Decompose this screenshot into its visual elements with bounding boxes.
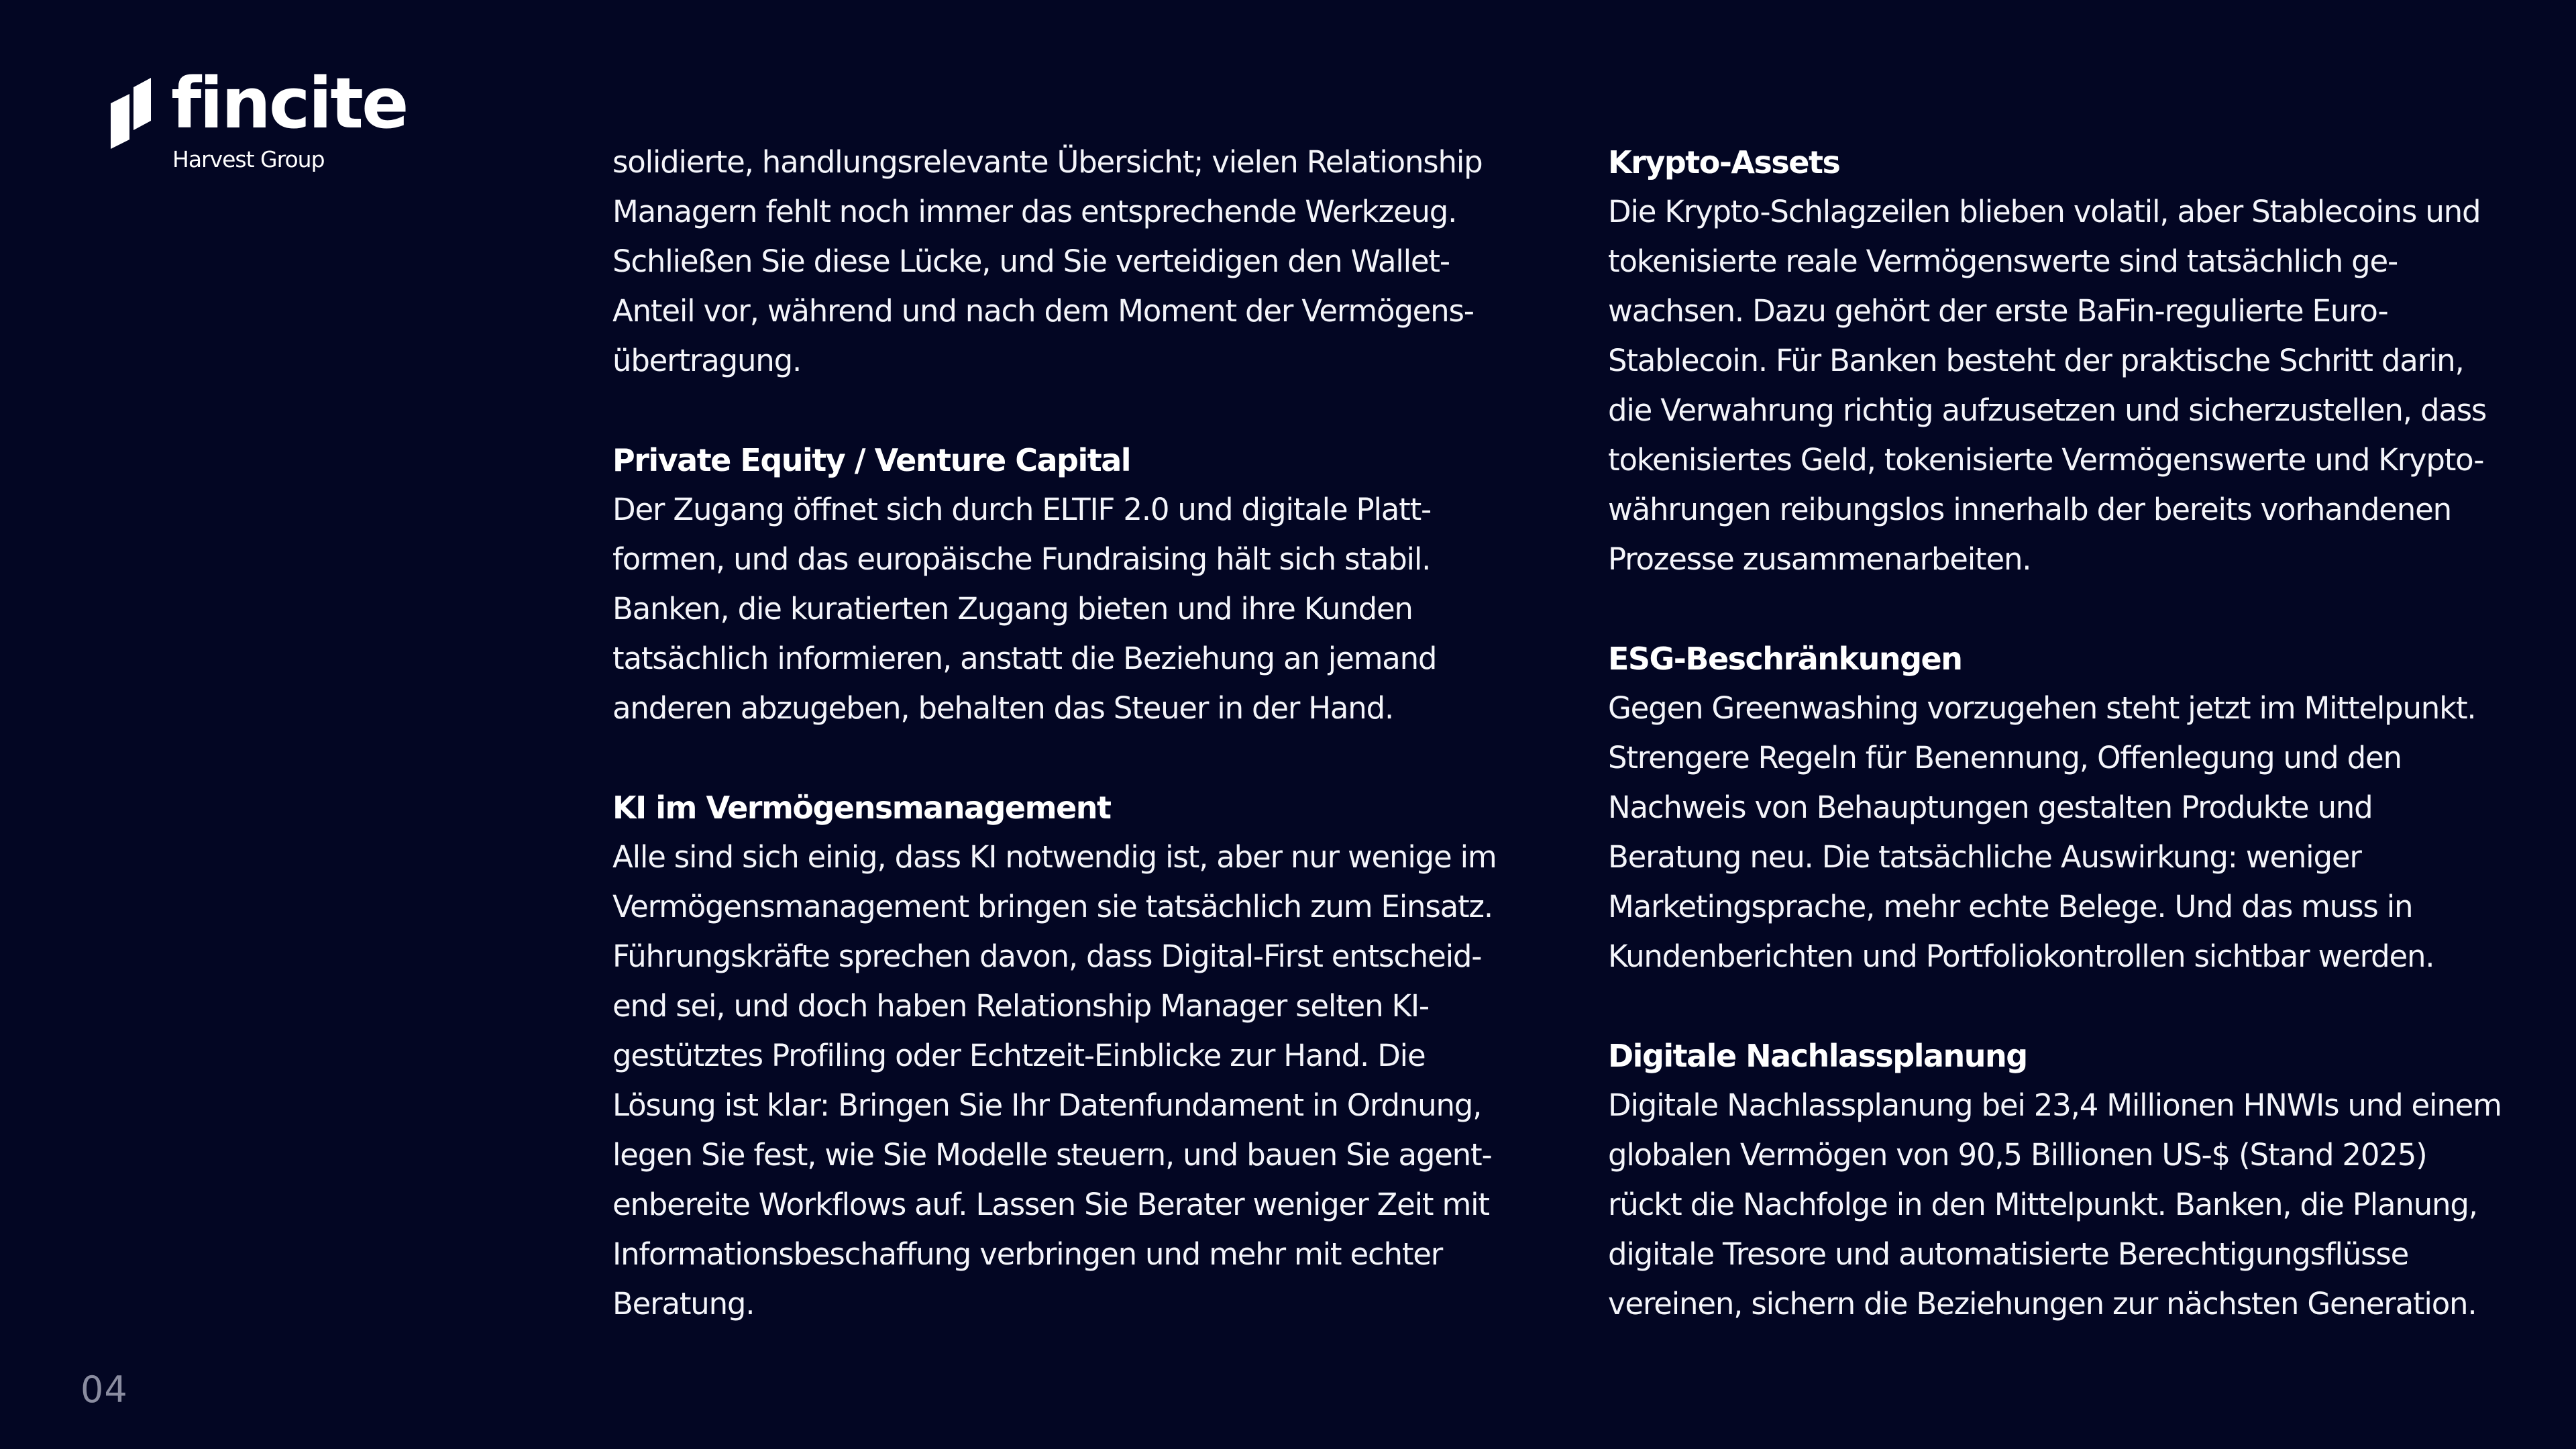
paragraph-line: Schließen Sie diese Lücke, und Sie verteidigen den Wallet- (612, 244, 1450, 279)
paragraph-line: Vermögensmanagement bringen sie tatsächlich zum Einsatz. (612, 889, 1493, 924)
paragraph-line: Stablecoin. Für Banken besteht der praktische Schritt darin, (1608, 343, 2464, 378)
page-number: 04 (80, 1368, 128, 1411)
logo-subtitle: Harvest Group (172, 146, 325, 172)
section-heading: ESG-Beschränkungen (1608, 641, 1962, 677)
section-private-equity (612, 435, 1552, 733)
section-spacer (612, 386, 1552, 435)
paragraph-line: Beratung neu. Die tatsächliche Auswirkung: weniger (1608, 839, 2361, 875)
intro-paragraph (612, 138, 1552, 386)
paragraph-line: Nachweis von Behauptungen gestalten Produkte und (1608, 790, 2373, 825)
section-heading: Krypto-Assets (1608, 144, 1840, 180)
paragraph-line: tokenisiertes Geld, tokenisierte Vermögenswerte und Krypto- (1608, 442, 2484, 478)
paragraph-line: solidierte, handlungsrelevante Übersicht; vielen Relationship (612, 144, 1483, 180)
paragraph-line: Digitale Nachlassplanung bei 23,4 Millionen HNWIs und einem (1608, 1087, 2502, 1123)
paragraph-line: Anteil vor, während und nach dem Moment der Vermögens- (612, 293, 1474, 329)
section-ki-vermoegensmanagement (612, 783, 1552, 1329)
right-column (1608, 138, 2547, 1329)
paragraph-line: Informationsbeschaffung verbringen und mehr mit echter (612, 1236, 1443, 1272)
paragraph-line: Prozesse zusammenarbeiten. (1608, 541, 2031, 577)
section-spacer (612, 733, 1552, 783)
paragraph-line: Beratung. (612, 1286, 755, 1322)
section-heading: Private Equity / Venture Capital (612, 442, 1131, 478)
paragraph-line: Alle sind sich einig, dass KI notwendig ist, aber nur wenige im (612, 839, 1497, 875)
section-digitale-nachlassplanung (1608, 1031, 2547, 1329)
paragraph-line: gestütztes Profiling oder Echtzeit-Einblicke zur Hand. Die (612, 1038, 1426, 1073)
section-spacer (1608, 981, 2547, 1031)
paragraph-line: enbereite Workflows auf. Lassen Sie Berater weniger Zeit mit (612, 1187, 1489, 1222)
brand-logo (111, 62, 407, 180)
paragraph-line: Marketingsprache, mehr echte Belege. Und das muss in (1608, 889, 2413, 924)
paragraph-line: globalen Vermögen von 90,5 Billionen US-$ (Stand 2025) (1608, 1137, 2427, 1173)
paragraph-line: Gegen Greenwashing vorzugehen steht jetzt im Mittelpunkt. (1608, 690, 2476, 726)
paragraph-line: Die Krypto-Schlagzeilen blieben volatil, aber Stablecoins und (1608, 194, 2481, 229)
paragraph-line: Banken, die kuratierten Zugang bieten und ihre Kunden (612, 591, 1413, 627)
paragraph-line: vereinen, sichern die Beziehungen zur nächsten Generation. (1608, 1286, 2477, 1322)
logo-wordmark: fincite (171, 62, 407, 144)
paragraph-line: Führungskräfte sprechen davon, dass Digital-First entscheid- (612, 938, 1482, 974)
paragraph-line: übertragung. (612, 343, 802, 378)
paragraph-line: Kundenberichten und Portfoliokontrollen sichtbar werden. (1608, 938, 2434, 974)
paragraph-line: die Verwahrung richtig aufzusetzen und sicherzustellen, dass (1608, 392, 2487, 428)
section-spacer (1608, 584, 2547, 634)
section-esg-beschraenkungen (1608, 634, 2547, 981)
paragraph-line: formen, und das europäische Fundraising hält sich stabil. (612, 541, 1431, 577)
paragraph-line: digitale Tresore und automatisierte Berechtigungsflüsse (1608, 1236, 2409, 1272)
section-heading: KI im Vermögensmanagement (612, 790, 1111, 826)
paragraph-line: Managern fehlt noch immer das entsprechende Werkzeug. (612, 194, 1457, 229)
paragraph-line: Lösung ist klar: Bringen Sie Ihr Datenfundament in Ordnung, (612, 1087, 1482, 1123)
paragraph-line: end sei, und doch haben Relationship Manager selten KI- (612, 988, 1429, 1024)
section-krypto-assets (1608, 138, 2547, 584)
left-column (612, 138, 1552, 1329)
section-heading: Digitale Nachlassplanung (1608, 1038, 2027, 1074)
paragraph-line: tokenisierte reale Vermögenswerte sind tatsächlich ge- (1608, 244, 2398, 279)
paragraph-line: anderen abzugeben, behalten das Steuer in der Hand. (612, 690, 1394, 726)
paragraph-line: rückt die Nachfolge in den Mittelpunkt. Banken, die Planung, (1608, 1187, 2477, 1222)
paragraph-line: legen Sie fest, wie Sie Modelle steuern, und bauen Sie agent- (612, 1137, 1492, 1173)
fincite-mark-icon (111, 72, 152, 153)
paragraph-line: währungen reibungslos innerhalb der bereits vorhandenen (1608, 492, 2451, 527)
paragraph-line: Der Zugang öffnet sich durch ELTIF 2.0 und digitale Platt- (612, 492, 1432, 527)
paragraph-line: wachsen. Dazu gehört der erste BaFin-regulierte Euro- (1608, 293, 2388, 329)
paragraph-line: Strengere Regeln für Benennung, Offenlegung und den (1608, 740, 2402, 775)
paragraph-line: tatsächlich informieren, anstatt die Beziehung an jemand (612, 641, 1437, 676)
